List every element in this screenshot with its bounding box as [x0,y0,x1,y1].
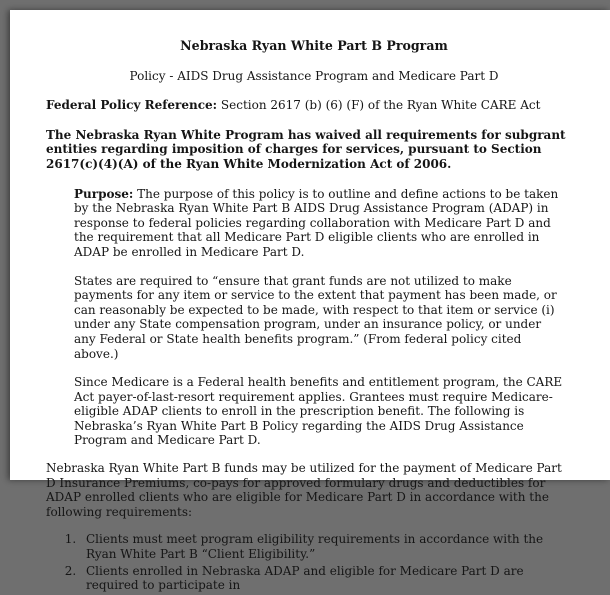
purpose-label: Purpose: [74,186,134,201]
funds-paragraph: Nebraska Ryan White Part B funds may be utilized for the payment of Medicare Part D Insurance Premiums, co-pays for approved formulary drugs and deductibles for ADAP enrolled clients who are eligible for Medicare Part D in accordance with the following requirements: [46,461,562,519]
purpose-text: The purpose of this policy is to outline and define actions to be taken by the Nebraska Ryan White Part B AIDS Drug Assistance Program (ADAP) in response to federal policies regarding collaboration with Medicare Part D and the requirement that all Medicare Part D eligible clients who are enrolled in ADAP be enrolled in Medicare Part D. [74,186,559,259]
purpose-paragraph [74,187,566,260]
document-page [10,10,610,593]
reference-label: Federal Policy Reference: [46,98,218,113]
states-paragraph: States are required to “ensure that grant funds are not utilized to make payments for any item or service to the extent that payment has been made, or can reasonably be expected to be made, with respect to that item or service (i) under any State compensation program, under an insurance policy, or under any Federal or State health benefits program.” (From federal policy cited above.) [74,273,557,361]
waiver-statement: The Nebraska Ryan White Program has waived all requirements for subgrant entities regarding imposition of charges for services, pursuant to Section 2617(c)(4)(A) of the Ryan White Modernization Act of 2006. [46,127,566,171]
document-content [46,39,574,595]
list-item: 2. Clients enrolled in Nebraska ADAP and eligible for Medicare Part D are required to participate in [80,564,574,593]
requirements-list [46,532,574,592]
list-item: 1. Clients must meet program eligibility requirements in accordance with the Ryan White Part B “Client Eligibility.” [80,532,574,561]
purpose-section [74,187,566,449]
document-title: Nebraska Ryan White Part B Program [180,38,448,53]
medicare-paragraph: Since Medicare is a Federal health benefits and entitlement program, the CARE Act payer-of-last-resort requirement applies. Grantees must require Medicare-eligible ADAP clients to enroll in the prescription benefit. The following is Nebraska’s Ryan White Part B Policy regarding the AIDS Drug Assistance Program and Medicare Part D. [74,375,563,448]
reference-text: Section 2617 (b) (6) (F) of the Ryan White CARE Act [217,98,541,113]
document-subtitle: Policy - AIDS Drug Assistance Program and Medicare Part D [129,68,499,83]
federal-policy-reference [46,98,574,113]
